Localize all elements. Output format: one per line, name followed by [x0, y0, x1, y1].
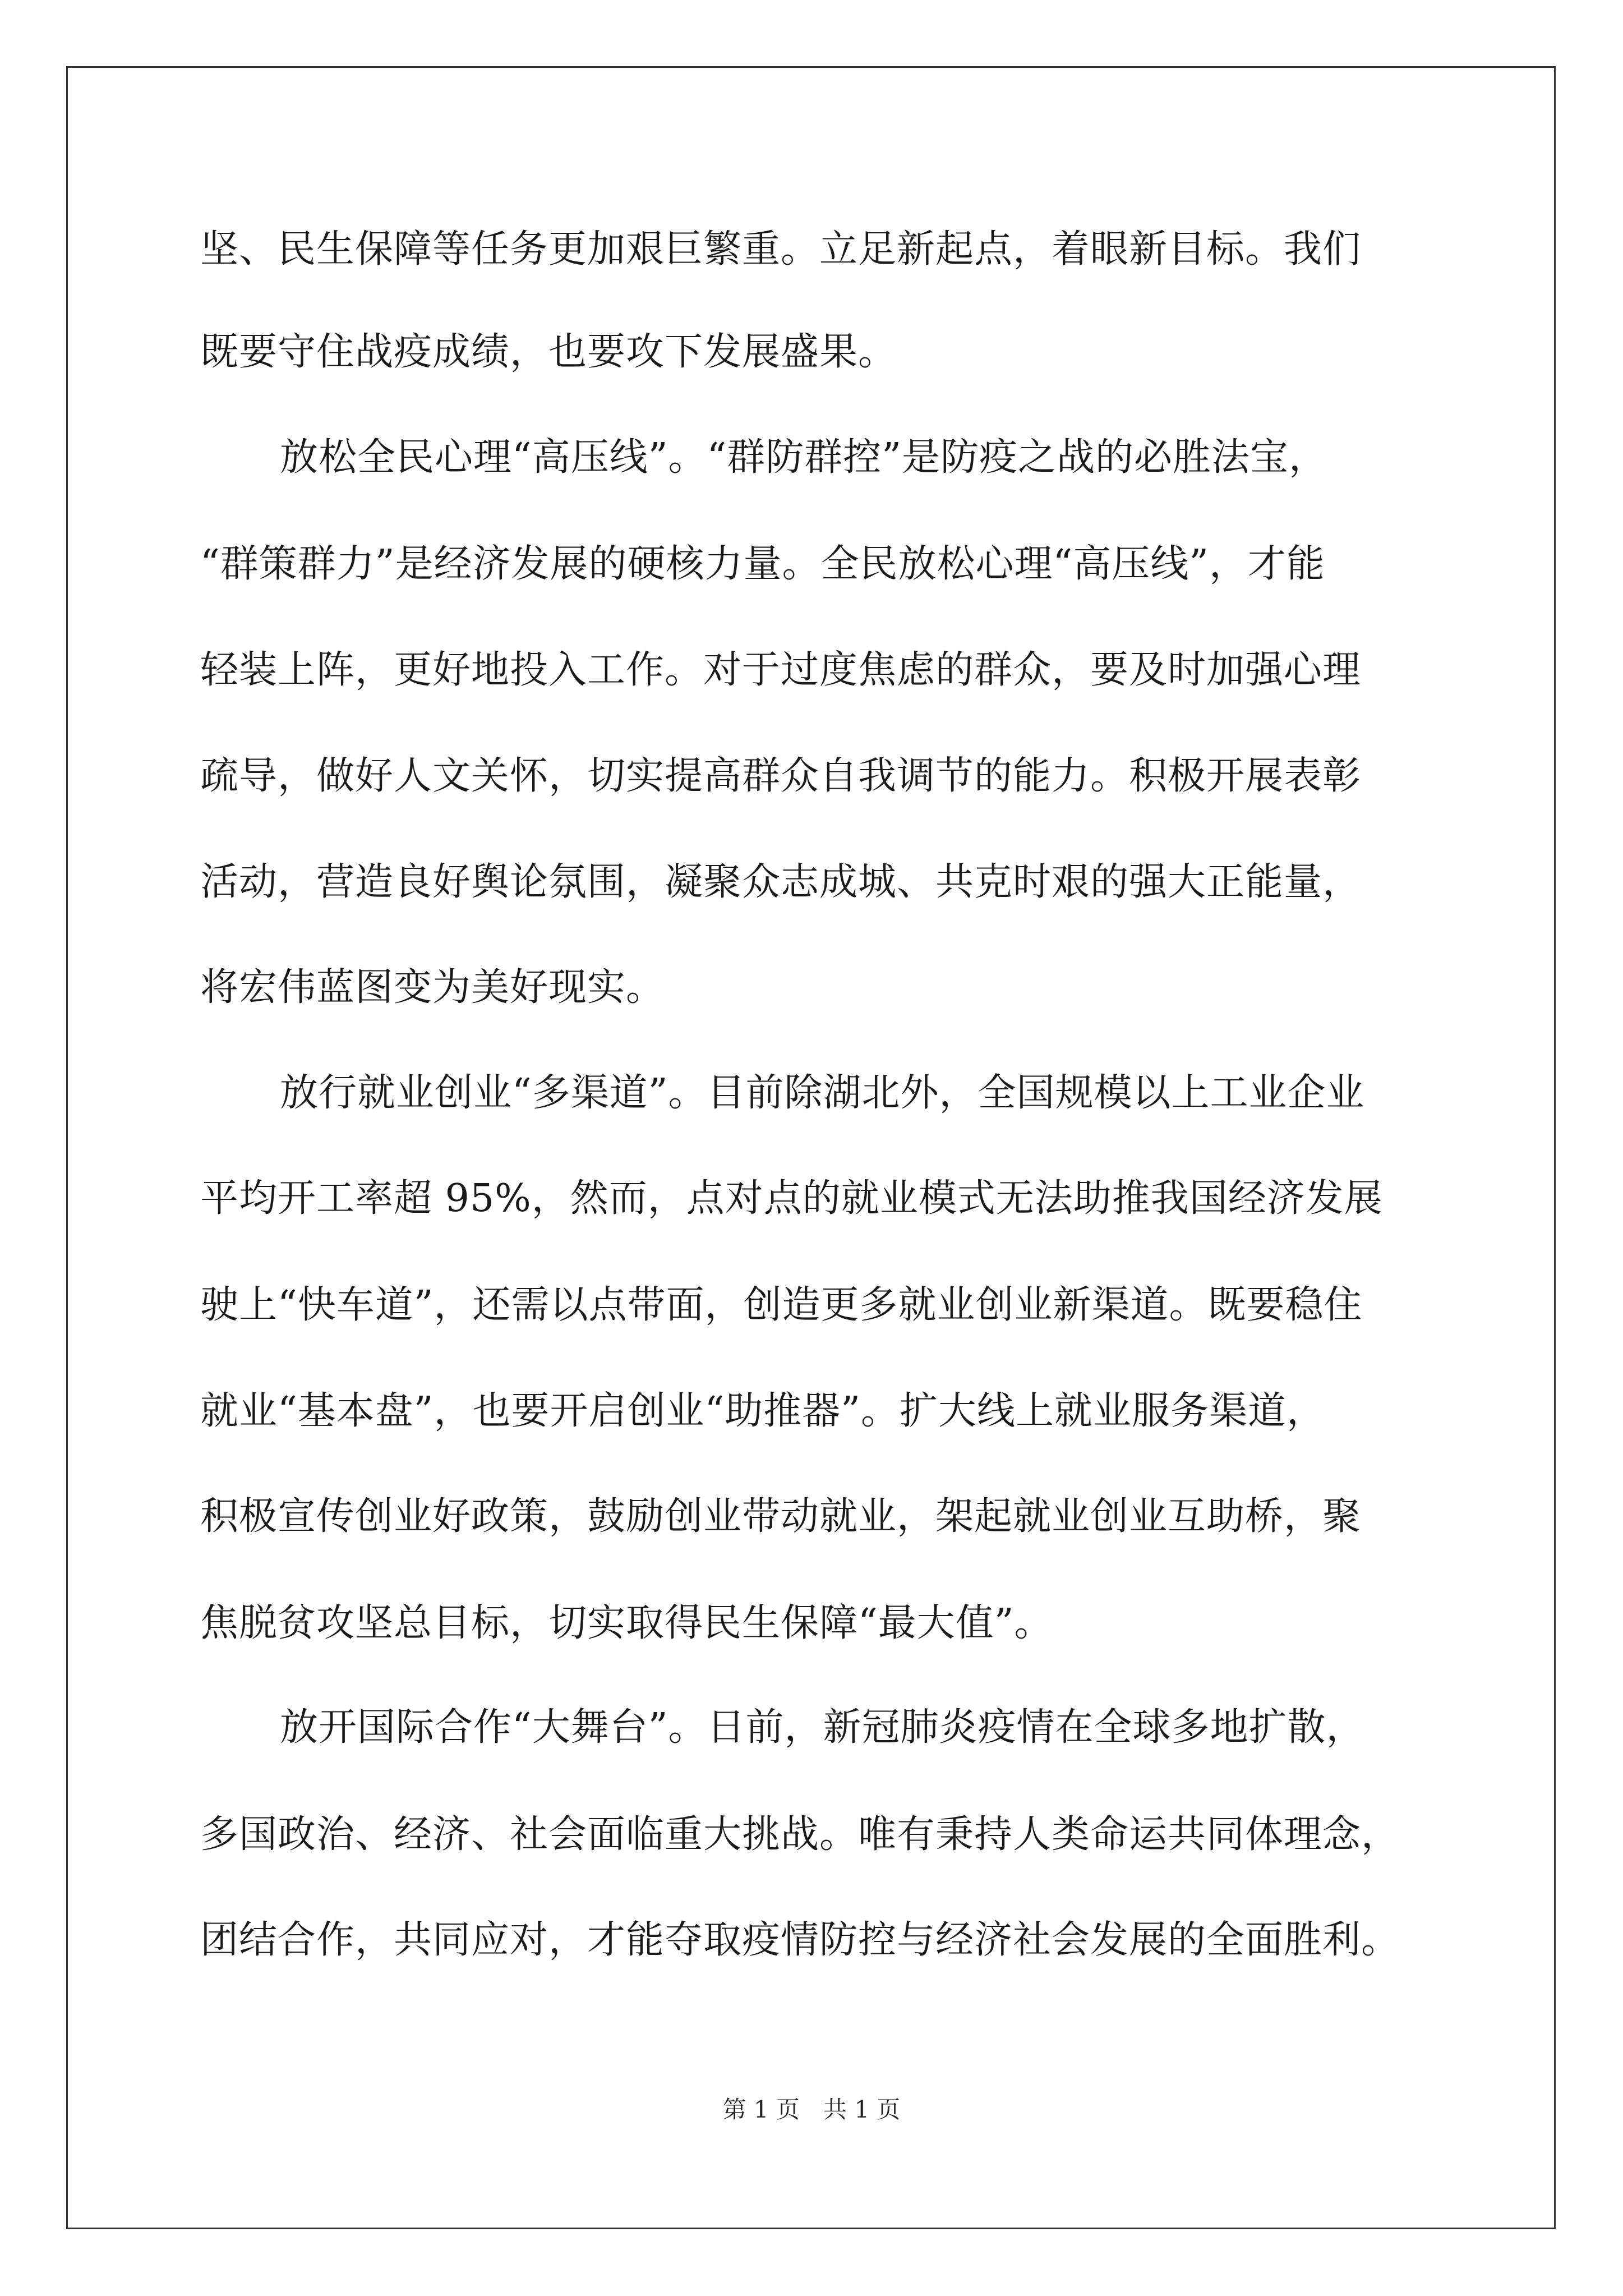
paragraph-line: 积极宣传创业好政策，鼓励创业带动就业，架起就业创业互助桥，聚 [200, 1494, 1362, 1539]
paragraph-line: 团结合作，共同应对，才能夺取疫情防控与经济社会发展的全面胜利。 [200, 1918, 1400, 1962]
paragraph-line: 活动，营造良好舆论氛围，凝聚众志成城、共克时艰的强大正能量， [200, 860, 1362, 904]
paragraph-line: 坚、民生保障等任务更加艰巨繁重。立足新起点，着眼新目标。我们 [200, 227, 1362, 272]
paragraph-line: 驶上“快车道”，还需以点带面，创造更多就业创业新渠道。既要稳住 [200, 1283, 1363, 1327]
paragraph-line: 就业“基本盘”，也要开启创业“助推器”。扩大线上就业服务渠道， [200, 1389, 1326, 1433]
paragraph-line: 疏导，做好人文关怀，切实提高群众自我调节的能力。积极开展表彰 [200, 754, 1362, 798]
paragraph-line: 平均开工率超 95%，然而，点对点的就业模式无法助推我国经济发展 [200, 1176, 1383, 1221]
paragraph-line: 放行就业创业“多渠道”。目前除湖北外，全国规模以上工业企业 [280, 1071, 1365, 1115]
paragraph-line: 放松全民心理“高压线”。“群防群控”是防疫之战的必胜法宝， [280, 435, 1328, 480]
paragraph-line: 轻装上阵，更好地投入工作。对于过度焦虑的群众，要及时加强心理 [200, 648, 1362, 692]
paragraph-line: “群策群力”是经济发展的硬核力量。全民放松心理“高压线”，才能 [200, 542, 1326, 586]
paragraph-line: 将宏伟蓝图变为美好现实。 [200, 965, 665, 1010]
paragraph-line: 放开国际合作“大舞台”。日前，新冠肺炎疫情在全球多地扩散， [280, 1705, 1365, 1750]
page-number-footer: 第 1 页 共 1 页 [722, 2096, 901, 2123]
paragraph-line: 多国政治、经济、社会面临重大挑战。唯有秉持人类命运共同体理念， [200, 1812, 1400, 1857]
paragraph-line: 焦脱贫攻坚总目标，切实取得民生保障“最大值”。 [200, 1601, 1053, 1645]
paragraph-line: 既要守住战疫成绩，也要攻下发展盛果。 [200, 330, 897, 374]
page-border [66, 66, 1556, 2229]
